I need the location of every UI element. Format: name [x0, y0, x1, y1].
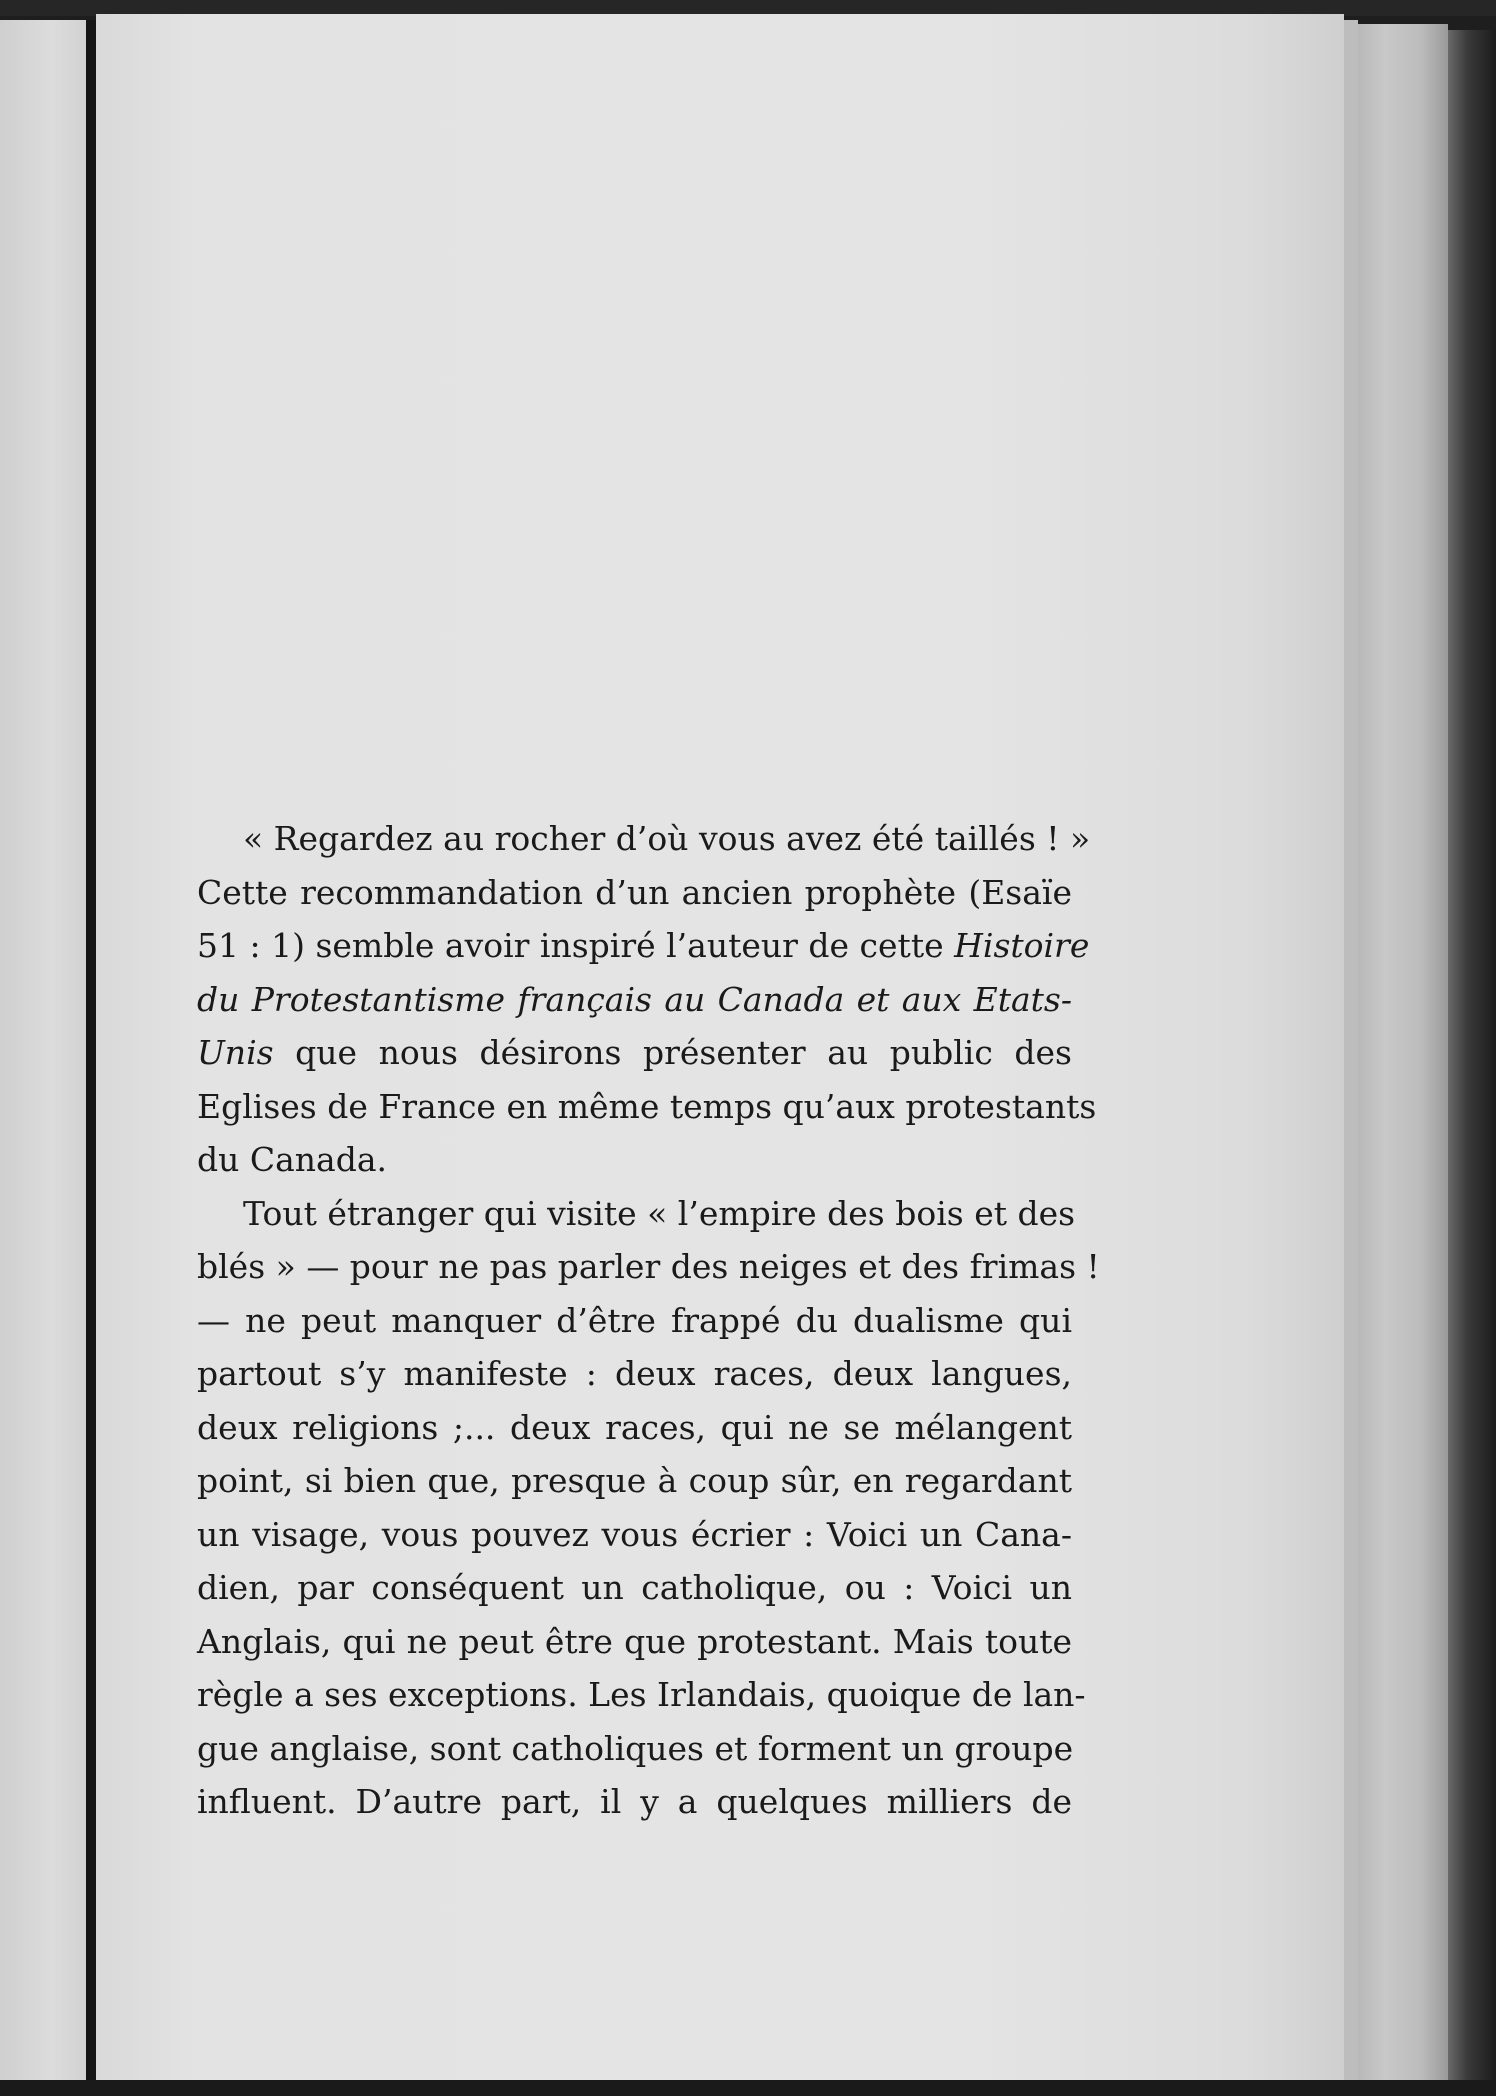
page-edge-inner — [1344, 20, 1358, 2080]
text-run: que nous désirons présenter au public des — [273, 1033, 1072, 1072]
text-line: gue anglaise, sont catholiques et forment un groupe — [197, 1728, 1074, 1768]
scan-bottom-shadow — [0, 2080, 1496, 2096]
italic-title-run: Unis — [197, 1033, 274, 1072]
text-line: Eglises de France en même temps qu’aux protestants — [197, 1086, 1097, 1126]
text-line: deux religions ;... deux races, qui ne se mélangent — [197, 1407, 1072, 1447]
text-line: du Canada. — [197, 1140, 388, 1179]
italic-title-run: Histoire — [954, 926, 1090, 965]
text-line: blés » — pour ne pas parler des neiges et des frimas ! — [197, 1247, 1100, 1286]
text-line: « Regardez au rocher d’où vous avez été taillés ! » — [243, 819, 1091, 858]
body-text — [197, 812, 1100, 1829]
text-line — [197, 919, 1090, 973]
text-line: Anglais, qui ne peut être que protestant. Mais toute — [197, 1621, 1072, 1661]
text-line: point, si bien que, presque à coup sûr, en regardant — [197, 1461, 1072, 1500]
paragraph-2 — [197, 1187, 1100, 1829]
page-block-edge — [1358, 24, 1448, 2080]
text-run: 51 : 1) semble avoir inspiré l’auteur de cette — [197, 926, 955, 965]
text-line: dien, par conséquent un catholique, ou : Voici un — [197, 1568, 1072, 1607]
text-line: influent. D’autre part, il y a quelques milliers de — [197, 1782, 1072, 1821]
book-cover-edge — [1448, 30, 1496, 2096]
text-line: partout s’y manifeste : deux races, deux langues, — [197, 1354, 1072, 1393]
italic-title-run: du Protestantisme français au Canada et aux Etats- — [197, 979, 1072, 1019]
text-line — [197, 1026, 1072, 1080]
book-gutter — [86, 20, 96, 2080]
text-line: règle a ses exceptions. Les Irlandais, quoique de lan- — [197, 1675, 1086, 1714]
text-line — [197, 973, 1072, 1027]
text-line: Tout étranger qui visite « l’empire des bois et des — [243, 1193, 1076, 1233]
previous-page-edge — [0, 20, 86, 2080]
paragraph-1 — [197, 812, 1097, 1187]
text-line: un visage, vous pouvez vous écrier : Voici un Cana- — [197, 1514, 1072, 1554]
text-line: — ne peut manquer d’être frappé du dualisme qui — [197, 1300, 1072, 1340]
text-line: Cette recommandation d’un ancien prophète (Esaïe — [197, 872, 1072, 912]
